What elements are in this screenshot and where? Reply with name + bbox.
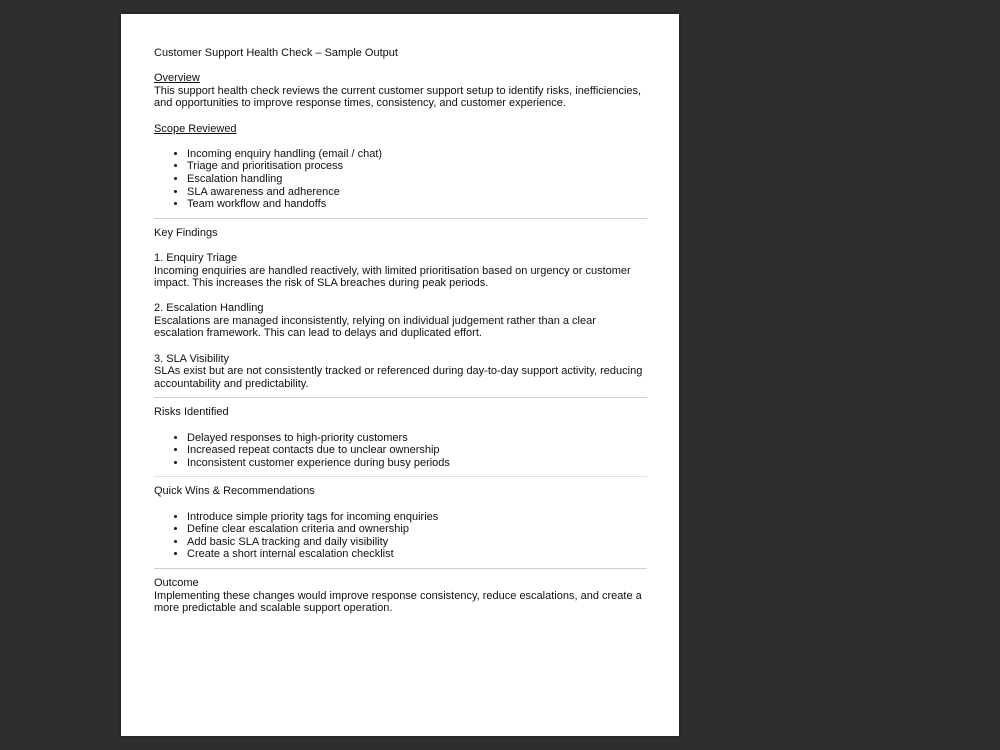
finding-title: 1. Enquiry Triage xyxy=(154,251,238,264)
list-item: • Incoming enquiry handling (email / chat) xyxy=(187,148,647,161)
risks-list xyxy=(154,432,647,470)
divider xyxy=(154,476,647,477)
list-item: • Introduce simple priority tags for incoming enquiries xyxy=(187,511,647,524)
document-page xyxy=(121,14,679,736)
list-item: • Triage and prioritisation process xyxy=(187,160,647,173)
list-item: • Inconsistent customer experience during busy periods xyxy=(187,457,647,470)
outcome-heading: Outcome xyxy=(154,576,199,589)
outcome-text: Implementing these changes would improve response consistency, reduce escalations, and create a more predictable and scalable support operation. xyxy=(154,589,642,615)
finding-title: 3. SLA Visibility xyxy=(154,352,230,365)
divider xyxy=(154,397,647,398)
list-item: • Delayed responses to high-priority customers xyxy=(187,432,647,445)
document-title: Customer Support Health Check – Sample Output xyxy=(154,47,398,59)
list-item: • Team workflow and handoffs xyxy=(187,198,647,211)
list-item: • Create a short internal escalation checklist xyxy=(187,548,647,561)
finding-text: SLAs exist but are not consistently tracked or referenced during day-to-day support activity, reducing accountability and predictability. xyxy=(154,365,643,390)
list-item: • Increased repeat contacts due to unclear ownership xyxy=(187,444,647,457)
quick-wins-list xyxy=(154,511,647,561)
list-item: • Add basic SLA tracking and daily visibility xyxy=(187,536,647,549)
list-item: • SLA awareness and adherence xyxy=(187,186,647,199)
list-item: • Escalation handling xyxy=(187,173,647,186)
findings-heading: Key Findings xyxy=(154,226,218,239)
document-content xyxy=(154,47,647,615)
divider xyxy=(154,568,647,569)
list-item: • Define clear escalation criteria and ownership xyxy=(187,523,647,536)
finding-title: 2. Escalation Handling xyxy=(154,302,264,315)
overview-text: This support health check reviews the current customer support setup to identify risks, inefficiencies, and opportunities to improve response times, consistency, and customer experience. xyxy=(154,84,642,110)
scope-heading: Scope Reviewed xyxy=(154,122,237,135)
divider xyxy=(154,218,647,219)
scope-list xyxy=(154,148,647,211)
risks-heading: Risks Identified xyxy=(154,406,229,419)
overview-heading: Overview xyxy=(154,72,200,85)
finding-text: Incoming enquiries are handled reactively, with limited prioritisation based on urgency or customer impact. This increases the risk of SLA breaches during peak periods. xyxy=(154,264,631,290)
quick-wins-heading: Quick Wins & Recommendations xyxy=(154,485,315,498)
finding-text: Escalations are managed inconsistently, relying on individual judgement rather than a clear escalation framework. This can lead to delays and duplicated effort. xyxy=(154,314,596,340)
